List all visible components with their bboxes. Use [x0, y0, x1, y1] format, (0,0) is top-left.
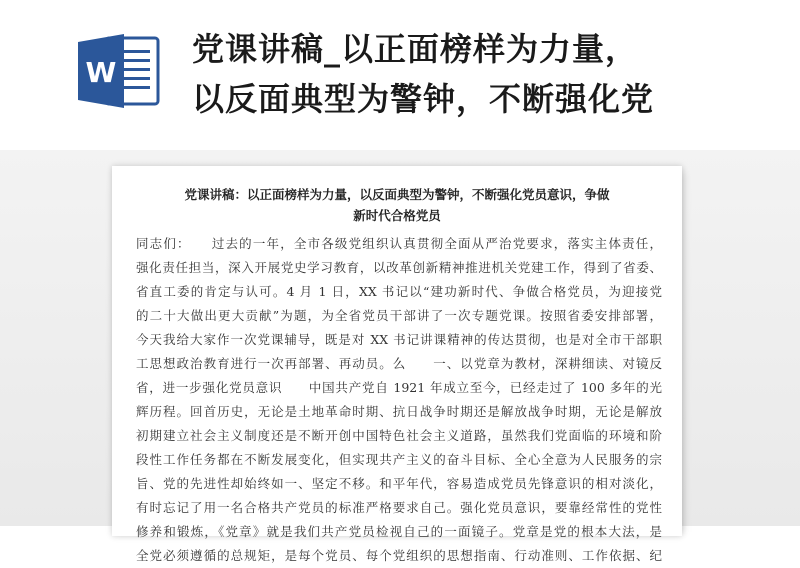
body-line: 的二十大做出更大贡献”为题，为全省党员干部讲了一次专题党课。按照省委安排部署，	[136, 308, 662, 323]
body-line: 有时忘记了用一名合格共产党员的标准严格要求自己。强化党员意识，要靠经常性的党性	[136, 500, 662, 515]
body-line: 省直工委的肯定与认可。4 月 1 日，XX 书记以“建功新时代、争做合格党员，为迎接党	[136, 284, 662, 299]
page-title-line-1: 党课讲稿_以正面榜样为力量，	[192, 30, 639, 68]
body-line: 今天我给大家作一次党课辅导，既是对 XX 书记讲课精神的传达贯彻，也是对全市干部职	[136, 332, 662, 347]
document-title-line-2: 新时代合格党员	[353, 208, 441, 223]
word-document-icon	[76, 28, 166, 112]
body-line: 段性工作任务都在不断发展变化，但实现共产主义的奋斗目标、全心全意为人民服务的宗	[136, 452, 662, 467]
body-line: 辉历程。回首历史，无论是土地革命时期、抗日战争时期还是解放战争时期，无论是解放	[136, 404, 662, 419]
body-line: 省，进一步强化党员意识 中国共产党自 1921 年成立至今，已经走过了 100 多年的光	[136, 380, 662, 395]
body-line: 同志们： 过去的一年，全市各级党组织认真贯彻全面从严治党要求，落实主体责任，	[136, 236, 662, 251]
body-line: 旨、党的先进性却始终如一、坚定不移。和平年代，容易造成党员先锋意识的相对淡化，	[136, 476, 662, 491]
document-body	[136, 232, 662, 568]
body-line: 全党必须遵循的总规矩，是每个党员、每个党组织的思想指南、行动准则、工作依据、纪	[136, 548, 662, 563]
page-title-line-2: 以反面典型为警钟，不断强化党	[192, 80, 655, 118]
body-line: 强化责任担当，深入开展党史学习教育，以改革创新精神推进机关党建工作，得到了省委、	[136, 260, 662, 275]
word-icon-letter: W	[85, 56, 117, 89]
document-title	[140, 184, 654, 226]
header-banner	[0, 0, 800, 150]
body-line: 修养和锻炼，《党章》就是我们共产党员检视自己的一面镜子。党章是党的根本大法，是	[136, 524, 662, 539]
page-title	[192, 24, 752, 124]
body-line: 工思想政治教育进行一次再部署、再动员。么 一、以党章为教材，深耕细读、对镜反	[136, 356, 662, 371]
document-page	[112, 166, 682, 563]
document-title-line-1: 党课讲稿：以正面榜样为力量，以反面典型为警钟，不断强化党员意识，争做	[184, 187, 610, 202]
body-line: 初期建立社会主义制度还是不断开创中国特色社会主义道路，虽然我们党面临的环境和阶	[136, 428, 662, 443]
